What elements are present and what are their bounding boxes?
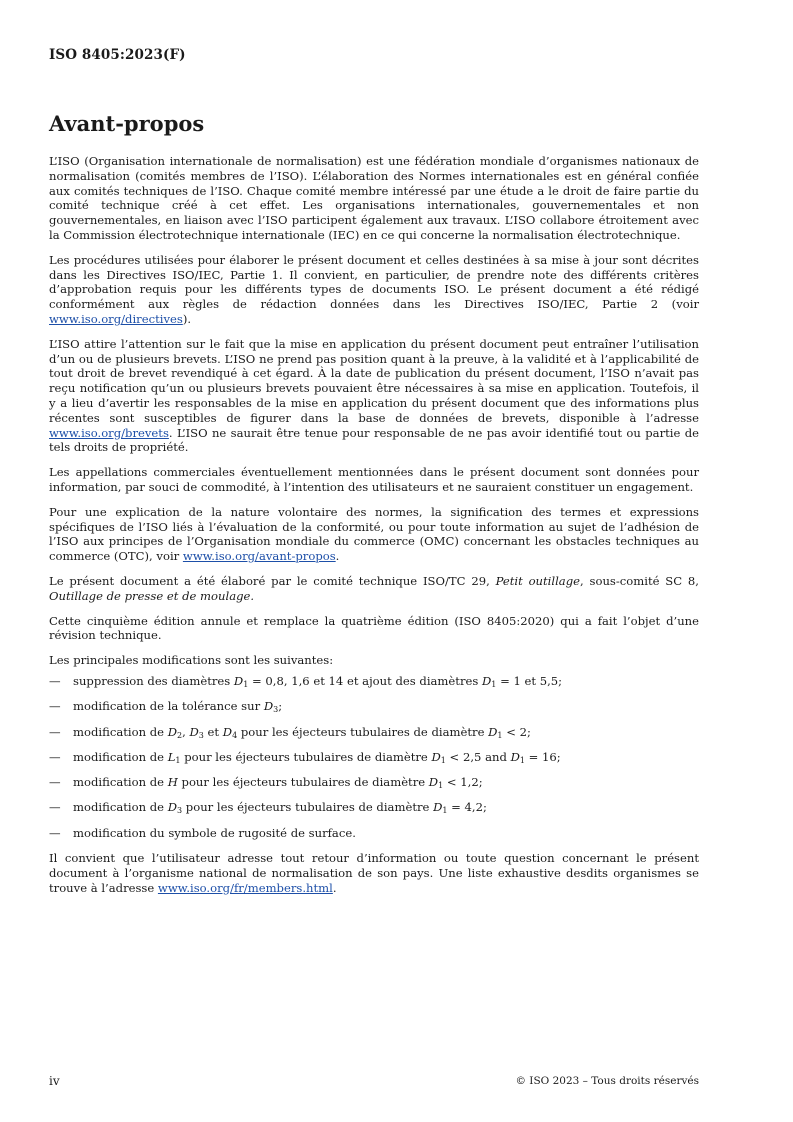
- list-item: — suppression des diamètres $D_1 = 0,8$, 1,6 et 14 et ajout des diamètres $D_1 = 1$ et 5,5;: [49, 673, 563, 689]
- document-page: [49, 0, 699, 1122]
- paragraph-trade-names: Les appellations commerciales éventuellement mentionnées dans le présent document sont données pour information, par souci de commodité, à l’intention des utilisateurs et ne sauraient constituer un engagement.: [49, 465, 699, 494]
- list-item: — modification de la tolérance sur $D_3$;: [49, 699, 283, 715]
- paragraph-iso-intro: L’ISO (Organisation internationale de normalisation) est une fédération mondiale d’organismes nationaux de normalisation (comités membres de l’ISO). L’élaboration des Normes internationales est en général confiée aux comités techniques de l’ISO. Chaque comité membre intéressé par une étude a le droit de faire partie du comité technique créé à cet effet. Les organisations internationales, gouvernementales et non gouvernementales, en liaison avec l’ISO participent également aux travaux. L’ISO collabore étroitement avec la Commission électrotechnique internationale (IEC) en ce qui concerne la normalisation électrotechnique.: [49, 154, 699, 242]
- patents-link[interactable]: www.iso.org/brevets: [49, 425, 169, 440]
- paragraph-procedures: Les procédures utilisées pour élaborer le présent document et celles destinées à sa mise à jour sont décrites dans les Directives ISO/IEC, Partie 1. Il convient, en particulier, de prendre note des différents critères d’approbation requis pour les différents types de documents ISO. Le présent document a été rédigé conformément aux règles de rédaction données dans les Directives ISO/IEC, Partie 2 (voir www.iso.org/directives).: [49, 252, 699, 326]
- copyright-notice: © ISO 2023 – Tous droits réservés: [515, 1075, 699, 1087]
- list-item: — modification du symbole de rugosité de surface.: [49, 825, 356, 840]
- paragraph-committee: Le présent document a été élaboré par le comité technique ISO/TC 29, Petit outillage, sous-comité SC 8, Outillage de presse et de moulage.: [49, 573, 699, 603]
- paragraph-voluntary-nature: Pour une explication de la nature volontaire des normes, la signification des termes et expressions spécifiques de l’ISO liés à l’évaluation de la conformité, ou pour toute information au sujet de l’adhésion de l’ISO aux principes de l’Organisation mondiale du commerce (OMC) concernant les obstacles techniques au commerce (OTC), voir www.iso.org/avant-propos.: [49, 504, 699, 564]
- page-number: iv: [49, 1074, 60, 1088]
- paragraph-patents: L’ISO attire l’attention sur le fait que la mise en application du présent document peut entraîner l’utilisation d’un ou de plusieurs brevets. L’ISO ne prend pas position quant à la preuve, à la validité et à l’applicabilité de tout droit de brevet revendiqué à cet égard. À la date de publication du présent document, l’ISO n’avait pas reçu notification qu’un ou plusieurs brevets pouvaient être nécessaires à sa mise en application. Toutefois, il y a lieu d’avertir les responsables de la mise en application du présent document que des informations plus récentes sont susceptibles de figurer dans la base de données de brevets, disponible à l’adresse www.iso.org/brevets. L’ISO ne saurait être tenue pour responsable de ne pas avoir identifié tout ou partie de tels droits de propriété.: [49, 336, 699, 455]
- list-item: — modification de H pour les éjecteurs tubulaires de diamètre $D_1 < 1,2$;: [49, 775, 483, 791]
- paragraph-changes-intro: Les principales modifications sont les suivantes:: [49, 653, 334, 668]
- paragraph-edition: Cette cinquième édition annule et remplace la quatrième édition (ISO 8405:2020) qui a fait l’objet d’une révision technique.: [49, 613, 699, 643]
- foreword-link[interactable]: www.iso.org/avant-propos: [182, 549, 336, 564]
- list-item: — modification de $D_2$, $D_3$ et $D_4$ pour les éjecteurs tubulaires de diamètre $D_1 < 2$;: [49, 724, 531, 740]
- directives-link[interactable]: www.iso.org/directives: [49, 311, 183, 326]
- list-item: — modification de $D_3$ pour les éjecteurs tubulaires de diamètre $D_1 = 4,2$;: [49, 800, 487, 816]
- page-title: Avant-propos: [49, 111, 205, 136]
- members-link[interactable]: www.iso.org/fr/members.html: [157, 880, 333, 895]
- list-item: — modification de $L_1$ pour les éjecteurs tubulaires de diamètre $D_1 < 2,5$ and $D_1 = 16$;: [49, 749, 561, 765]
- document-identifier: ISO 8405:2023(F): [49, 47, 186, 63]
- foreword-body: [49, 154, 699, 905]
- paragraph-feedback: Il convient que l’utilisateur adresse tout retour d’information ou toute question concernant le présent document à l’organisme national de normalisation de son pays. Une liste exhaustive desdits organismes se trouve à l’adresse www.iso.org/fr/members.html.: [49, 850, 699, 895]
- changes-list: [49, 674, 699, 841]
